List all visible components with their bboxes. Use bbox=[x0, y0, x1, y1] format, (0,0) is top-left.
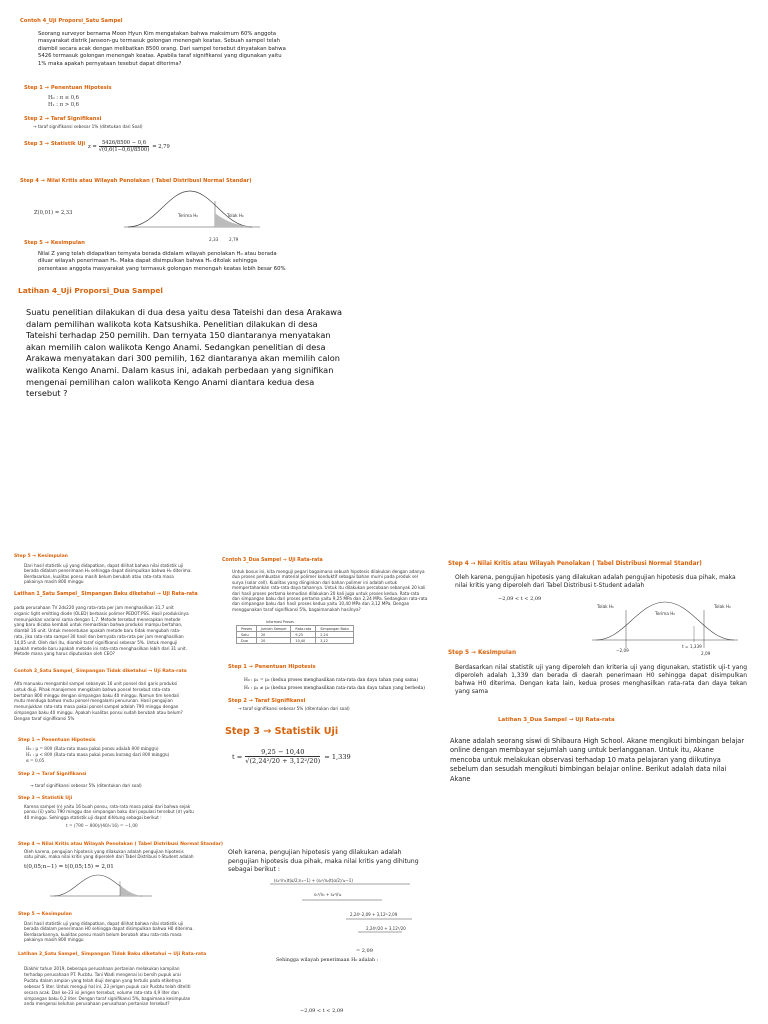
z-formula: z = $\frac{5426/8500 - 0,6}{√(0,6(1-0,6)/8500)}$ = 2,79 bbox=[88, 140, 170, 153]
table-caption: Informasi Proses bbox=[266, 620, 294, 624]
middle-t-formula: t = $\frac{9,25 - 10,40}{\text{√(2,24²/20 + 3,12²/20)}}$ = 1,339 bbox=[232, 748, 351, 765]
reject-right-label: Tolak H₀ bbox=[714, 604, 731, 609]
left-step3-heading: Step 3 → Statistik Uji bbox=[18, 796, 73, 801]
accept-label: Terima H₀ bbox=[655, 611, 676, 616]
z-numerator: 5426/8500 − 0,6 bbox=[99, 140, 150, 147]
contoh3-text: Untuk bosus ini, kita menguji pegari bagaimana sebuah hipotesis dilakukan dengan adanya dua proses pembuatan material polimer konduktif sebagai bahan murni pada produk sel surya (solar cell). Kualitas yang diinginkan dari bahan polimer ini adalah untuk mempertahankan rata-rata daya tahannya. Untuk itu dilakukan percobaan sebanyak 20 kali dari hasil proses pertama kemudian dilakukan 20 kali juga untuk proses kedua. Rata-rata dan simpangan baku dari proses pertama yaitu 9,25 MPa dan 2,24 MPa. Sedangkan rata-rata dan simpangan baku dari hasil proses kedua yaitu 10,40 MPa dan 3,12 MPa. Dengan menggunakan taraf signifikansi 5%, bagaimanakah hasilnya? bbox=[232, 569, 428, 612]
left-step4-text: Oleh karena, pengujian hipotesis yang dilakukan adalah pengujian hipotesis satu pihak, maka nilai kritis yang diperoleh dari Tabel Distribusi t-Student adalah bbox=[24, 849, 194, 860]
t-numerator: 9,25 − 10,40 bbox=[245, 748, 320, 757]
contoh2-heading: Contoh 2_Satu Sampel_ Simpangan Tidak diketahui → Uji Rata-rata bbox=[14, 669, 187, 674]
table-header: Rata-rata bbox=[291, 626, 316, 632]
axis-mid-label: t = 1,339 bbox=[682, 644, 702, 649]
step5-heading: Step 5 → Kesimpulan bbox=[24, 240, 85, 246]
table-cell: Satu bbox=[237, 632, 257, 638]
left-step4-heading: Step 4 → Nilai Kritis atau Wilayah Penolakan ( Tabel Distribusi Normal Standar) bbox=[18, 842, 224, 847]
table-cell: 20 bbox=[257, 638, 291, 644]
table-header: Proses bbox=[237, 626, 257, 632]
axis-critical-label: 2,33 bbox=[209, 237, 219, 242]
latihan3-heading: Latihan 3_Dua Sampel → Uji Rata-rata bbox=[498, 717, 615, 723]
middle-step3-heading: Step 3 → Statistik Uji bbox=[225, 726, 339, 737]
right-step5-heading: Step 5 → Kesimpulan bbox=[448, 650, 517, 656]
t-distribution-one-tail bbox=[48, 872, 158, 902]
step3-heading: Step 3 → Statistik Uji bbox=[24, 141, 86, 147]
step2-note: → taraf signifikansi sebesar 1% (ditetukan dari Soal) bbox=[33, 124, 143, 129]
axis-left-label: −2,09 bbox=[616, 648, 629, 653]
table-header: Simpangan Baku bbox=[316, 626, 354, 632]
reject-left-label: Tolak H₀ bbox=[597, 604, 614, 609]
step5-conclusion: Nilai Z yang telah didapatkan ternyata berada didalam wilayah penolakan H₀ atau berada diluar wilayah penerimaan H₀. Maka dapat disimpulkan bahwa H₀ ditolak sehingga persentase anggota masyarakat yang termasuk golongan menengah keatas lebih besar 60% bbox=[38, 251, 286, 272]
left-step2-note: → taraf signifikansi sebesar 5% (ditentukan dari soal) bbox=[30, 783, 142, 788]
t-denominator: √(2,24²/20 + 3,12²/20) bbox=[245, 757, 321, 765]
left-step3-text: Karena sampel (n) yaitu 16 buah ponsu, rata-rata masa pakai dari bahwa sejak ponsu (x̄) yaitu 790 minggu dan simpangan baku dari populasi tersebut (σ) yaitu 40 minggu. Sehingga statistik uji dapat dihitung sebagai berikut : bbox=[24, 804, 194, 820]
step1-heading: Step 1 → Penentuan Hipotesis bbox=[24, 85, 112, 91]
example-intro: Seorang surveyor bernama Moon Hyun Kim mengatakan bahwa maksimum 60% anggota masyarakat distrik Janseon-gu termasuk golongan menengah keatas. Sebuah sampel telah diambil secara acak dengan melibatkan 8500 orang. Dari sampel tersebut dinyatakan bahwa 5426 termasuk golongan menengah keatas. Apabila taraf signifikansi yang digunakan yaitu 1% maka apakah pernyataan tesebut dapat diterima? bbox=[38, 31, 286, 67]
hypothesis-h1: H₁ : π > 0,6 bbox=[48, 102, 79, 108]
left-step5-text: Dari hasil statistik uji yang didapatkan, dapat dilihat bahwa nilai statistik uji berada didalam penerimaan H₀ sehingga dapat disimpulkan bahwa H₀ diterima. Berdasarkan, kualitas ponsu masih belum berubah atau rata-rata masa pakainya masih 800 minggu bbox=[24, 563, 192, 585]
left-step5-heading: Step 5 → Kesimpulan bbox=[14, 554, 68, 559]
table-header: Jumlah Sampel bbox=[257, 626, 291, 632]
latihan1-heading: Latihan 1_Satu Sampel_ Simpangan Baku diketahui → Uji Rata-rata bbox=[14, 591, 198, 597]
latihan2-text: Diakhir tahun 2019, beberapa perusahaan pertanian melakukan kampilan terhadap perusahaan PT. Pucbtu. Tani Wadi mengenai isi bersih pupuk urai Pucbtu dalam ampian yang telah diuji dengan yang tertulis pada etiketnya sebesar 5 liter. Untuk menguji hal ini, 23 jerigen pupuk cair Pucbtu telah diteliti secara acak. Dari ke-23 isi jerigen tersebut, volume rata-rata 4,9 liter dan simpangan baku 0,2 liter. Dengan taraf signifikansi 5%, bagaimana kesimpulan anda mengenai keluhan perusahaan perusahaan pertanian tersebut? bbox=[24, 966, 191, 1007]
table-cell: 20 bbox=[257, 632, 291, 638]
svg-text:2,24²·2,09 + 3,12²·2,09: 2,24²·2,09 + 3,12²·2,09 bbox=[350, 912, 398, 917]
latihan1-text: pada perusahaan TV 2ds220 yang rata-rata per jam menghasilkan 31,7 unit organic light emitting diode (OLED) berbasis polimer PEDOT:PSS. Hasil produksinya menunjukkan variansi sama dengan 1,7. Metode tersebut menerapkan metode yang baru dicoba kembali untuk memastikan bahwa produksi mampu bertahan, diambil 16 unit. Untuk menentukan apakah metode baru tidak mengubah rata-rata, jika rata-rata sampel 30 hasil dan bernyata rata-rata per jam menghasilkan 14,05 unit. Oleh dari itu, diambil taraf signifikansi sebesar 5%. Untuk menguji apakah metode baru apakah metode ini rata-rata menghasilkan lebih dari 31 unit. Metode mana yang harus diputuskan oleh CEO? bbox=[14, 605, 189, 657]
critical-value: = 2,09 bbox=[356, 948, 373, 954]
step2-heading: Step 2 → Taraf Signifikansi bbox=[24, 116, 102, 122]
latihan2-heading: Latihan 2_Satu Sampel_ Simpangan Tidak Baku diketahui → Uji Rata-rata bbox=[18, 952, 207, 957]
z-critical: Z(0,01) = 2,33 bbox=[34, 210, 73, 216]
latihan4-body: Suatu penelitian dilakukan di dua desa yaitu desa Tateishi dan desa Arakawa dalam pemilihan walikota kota Katsushika. Penelitian dilakukan di desa Tateishi terhadap 250 pemilih. Dan ternyata 150 diantaranya menyatakan akan memilih calon walikota Kengo Anami. Sedangkan penelitian di desa Arakawa menyatakan dari 300 pemilih, 162 diantaranya akan memilih calon walikota Kengo Anami. Dalam kasus ini, adakah perbedaan yang signifikan mengenai pemilihan calon walikota Kengo Anami diantara kedua desa tersebut ? bbox=[26, 307, 342, 399]
table-cell: 3,12 bbox=[316, 638, 354, 644]
left-step5b-text: Dari hasil statistik uji yang didapatkan, dapat dilihat bahwa nilai statistik uji berada didalam penerimaan H0 sehingga dapat disimpulkan bahwa H0 diterima. Berdasarkannya, kualitas ponsu masih belum berubah atau rata-rata masa pakainya masih 800 minggu bbox=[24, 921, 194, 943]
left-t-formula: t = (790 − 800)/(40/√16) = −1,00 bbox=[66, 823, 138, 828]
right-step4-text: Oleh karena, pengujian hipotesis yang dilakukan adalah pengujian hipotesis dua pihak, maka nilai kritis yang diperoleh dari Tabel Distribusi t-Student adalah bbox=[455, 574, 736, 589]
left-t-critical: t(0,05;n−1) = t(0,05;15) = 2,01 bbox=[24, 864, 114, 870]
z-result: = 2,79 bbox=[152, 143, 170, 150]
table-cell: Dua bbox=[237, 638, 257, 644]
contoh3-heading: Contoh 3_Dua Sampel → Uji Rata-rata bbox=[222, 558, 323, 563]
table-row bbox=[237, 638, 354, 644]
svg-text:s₁²/n₁ + s₂²/n₂: s₁²/n₁ + s₂²/n₂ bbox=[314, 892, 342, 897]
latihan3-text: Akane adalah seorang siswi di Shibaura High School. Akane mengikuti bimbingan belajar online dengan membayar sejumlah uang untuk berlangganan. Untuk itu, Akane mencoba untuk melakukan observasi terhadap 10 mata pelajaran yang diikutinya sebelum dan sesudah mengikuti bimbingan belajar online. Berikut adalah data nilai Akane bbox=[450, 737, 745, 783]
middle-step2-heading: Step 2 → Taraf Signifikansi bbox=[228, 698, 306, 704]
svg-text:2,24²/20 + 3,12²/20: 2,24²/20 + 3,12²/20 bbox=[366, 926, 406, 931]
accept-region-label: Terima H₀ bbox=[178, 213, 199, 218]
right-step5-text: Berdasarkan nilai statistik uji yang diperoleh dan kriteria uji yang digunakan, statistik uji-t yang diperoleh adalah 1,339 dan berada di daerah penerimaan H0 sehingga dapat disimpulkan bahwa H0 diterima. Dengan kata lain, kedua proses menghasilkan rata-rata dan daya tekan yang sama bbox=[455, 664, 747, 695]
left-alpha: α = 0,05 bbox=[26, 758, 45, 763]
process-table bbox=[236, 625, 354, 644]
left-h0: H₀ : μ = 800 (Rata-rata masa pakai ponsu adalah 800 minggu) bbox=[26, 746, 159, 751]
left-h1: H₁ : μ < 800 (Rata-rata masa pakai ponsu kurang dari 800 minggu) bbox=[26, 752, 170, 757]
middle-step1-heading: Step 1 → Penentuan Hipotesis bbox=[228, 664, 316, 670]
latihan4-heading: Latihan 4_Uji Proporsi_Dua Sampel bbox=[18, 286, 163, 295]
axis-statistic-label: 2,79 bbox=[229, 237, 239, 242]
critical-text: Oleh karena, pengujian hipotesis yang dilakukan adalah pengujian hipotesis dua pihak, maka nilai kritis yang dihitung sebagai berikut : bbox=[228, 849, 419, 874]
middle-h1: H₁ : μ₁ ≠ μ₂ (kedua proses menghasilkan rata-rata dan daya tahan yang berbeda) bbox=[244, 686, 425, 691]
middle-h0: H₀ : μ₁ = μ₂ (kedua proses menghasilkan rata-rata dan daya tahan yang sama) bbox=[244, 678, 419, 683]
axis-right-label: 2,09 bbox=[701, 651, 711, 656]
right-range: −2,09 < t < 2,09 bbox=[498, 596, 542, 602]
table-cell: 10,40 bbox=[291, 638, 316, 644]
hypothesis-h0: H₀ : π ≤ 0,6 bbox=[48, 95, 79, 101]
svg-text:(s₁²/n₁)t(α/2;n₁−1) + (s₂²/n₂): (s₁²/n₁)t(α/2;n₁−1) + (s₂²/n₂)t(α/2;n₂−1) bbox=[274, 878, 353, 883]
z-denominator: √(0,6(1−0,6)/8500) bbox=[98, 147, 150, 153]
left-step5b-heading: Step 5 → Kesimpulan bbox=[18, 912, 72, 917]
reject-region-label: Tolak H₀ bbox=[227, 213, 244, 218]
left-step1-heading: Step 1 → Penentuan Hipotesis bbox=[18, 738, 96, 743]
middle-step2-note: → taraf signifikansi sebesar 5% (ditentukan dari soal) bbox=[238, 706, 350, 711]
table-cell: 2,24 bbox=[316, 632, 354, 638]
table-cell: 9,25 bbox=[291, 632, 316, 638]
step4-heading: Step 4 → Nilai Kritis atau Wilayah Penolakan ( Tabel Distribusi Normal Standar) bbox=[20, 178, 252, 184]
normal-curve-one-tail bbox=[120, 187, 280, 242]
left-step2-heading: Step 2 → Taraf Signifikansi bbox=[18, 772, 87, 777]
right-step4-heading: Step 4 → Nilai Kritis atau Wilayah Penolakan ( Tabel Distribusi Normal Standar) bbox=[448, 561, 702, 567]
contoh2-text: Alfa manuaku mengambil sampel sebanyak 16 unit ponsel dari garis produksi untuk diuji. Pihak manajemen mengklaim bahwa ponsel tersebut rata-rata bertahan 800 minggu dengan simpangan baku 40 minggu. Namun tim kendali mutu menduga bahwa mutu ponsel mengalami penurunan. Hasil pengujian menunjukkan rata-rata masa pakai ponsel sampel adalah 790 minggu dengan simpangan baku 40 minggu. Apakah kualitas ponsu sudah berubah atau belum? Dengan taraf signifikansi 5% bbox=[14, 681, 183, 721]
t-result: = 1,339 bbox=[324, 752, 351, 761]
example-heading: Contoh 4_Uji Proporsi_Satu Sampel bbox=[20, 18, 123, 24]
acceptance-region-label: Sehingga wilayah penerimaan H₀ adalah : bbox=[276, 958, 379, 963]
acceptance-region-value: −2,09 < t < 2,09 bbox=[300, 1008, 344, 1014]
